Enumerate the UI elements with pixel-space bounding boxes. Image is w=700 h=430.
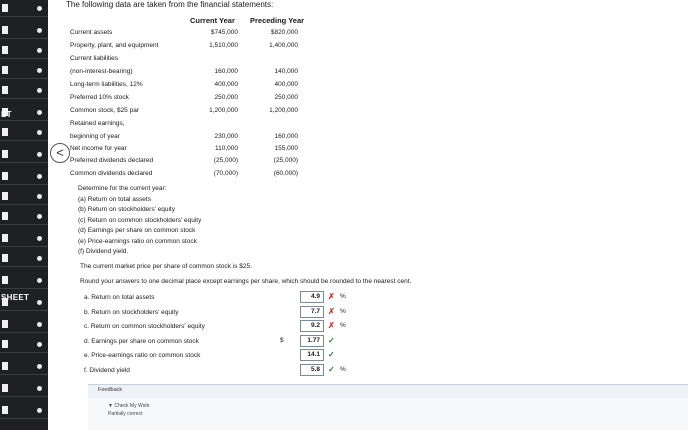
- sidebar-marker-icon: [2, 234, 8, 242]
- financial-row: [70, 120, 310, 132]
- sidebar-marker-icon: [2, 254, 8, 262]
- back-arrow-icon[interactable]: <: [50, 143, 70, 163]
- sidebar-item[interactable]: [0, 22, 48, 39]
- preceding-year-value: 400,000: [274, 81, 298, 88]
- x-icon: ✗: [328, 292, 335, 301]
- check-my-work-link[interactable]: ▼ Check My Work: [108, 403, 150, 409]
- sidebar-item[interactable]: [0, 208, 48, 225]
- sidebar-dot-icon: [37, 88, 42, 93]
- financial-row: [70, 145, 310, 157]
- sidebar-marker-icon: [2, 192, 8, 200]
- partially-correct-text: Partially correct: [108, 411, 143, 417]
- sidebar-marker-icon: [2, 340, 8, 348]
- sidebar-marker-icon: [2, 320, 8, 328]
- current-year-value: 230,000: [214, 133, 238, 140]
- feedback-area: [88, 398, 688, 430]
- sidebar: [0, 0, 48, 430]
- financial-row: [70, 55, 310, 67]
- determine-list: [78, 184, 201, 258]
- answer-row: [84, 320, 364, 334]
- row-label: Long-term liabilities, 12%: [70, 81, 143, 88]
- answer-row: [84, 364, 364, 378]
- check-icon: ✓: [328, 350, 335, 359]
- row-label: Common dividends declared: [70, 170, 153, 177]
- percent-unit: %: [340, 293, 346, 300]
- sidebar-dot-icon: [37, 130, 42, 135]
- sidebar-dot-icon: [37, 322, 42, 327]
- answer-input[interactable]: 5.8: [300, 364, 324, 376]
- sidebar-dot-icon: [37, 110, 42, 115]
- sidebar-tag-sheet: SHEET: [1, 293, 30, 302]
- price-note: The current market price per share of common stock is $25.: [80, 263, 252, 270]
- row-label: Retained earnings,: [70, 120, 125, 127]
- sidebar-item[interactable]: [0, 82, 48, 99]
- financial-row: [70, 107, 310, 119]
- sidebar-marker-icon: [2, 86, 8, 94]
- sidebar-marker-icon: [2, 172, 8, 180]
- sidebar-item[interactable]: [0, 336, 48, 353]
- preceding-year-value: 1,200,000: [269, 107, 298, 114]
- sidebar-item[interactable]: [0, 0, 48, 17]
- sidebar-tag-et: ET: [1, 110, 12, 119]
- sidebar-dot-icon: [37, 152, 42, 157]
- answer-row: [84, 291, 364, 305]
- percent-unit: %: [340, 308, 346, 315]
- sidebar-item[interactable]: [0, 380, 48, 397]
- answer-label: a. Return on total assets: [84, 294, 155, 301]
- financial-row: [70, 29, 310, 41]
- sidebar-dot-icon: [37, 256, 42, 261]
- column-header-current: Current Year: [190, 16, 235, 25]
- sidebar-dot-icon: [37, 28, 42, 33]
- determine-item: (b) Return on stockholders' equity: [78, 206, 175, 213]
- current-year-value: 110,000: [214, 145, 238, 152]
- preceding-year-value: 140,000: [274, 68, 298, 75]
- row-label: Current assets: [70, 29, 113, 36]
- current-year-value: (70,000): [213, 170, 238, 177]
- preceding-year-value: 155,000: [274, 145, 298, 152]
- percent-unit: %: [340, 322, 346, 329]
- sidebar-item[interactable]: [0, 42, 48, 59]
- sidebar-dot-icon: [37, 278, 42, 283]
- problem-intro: The following data are taken from the financial statements:: [66, 0, 274, 9]
- preceding-year-value: 1,400,000: [269, 42, 298, 49]
- current-year-value: $745,000: [210, 29, 238, 36]
- sidebar-item[interactable]: [0, 124, 48, 141]
- current-year-value: 400,000: [214, 81, 238, 88]
- determine-item: (e) Price-earnings ratio on common stock: [78, 237, 197, 245]
- answer-input[interactable]: 7.7: [300, 306, 324, 318]
- dollar-sign: $: [280, 337, 284, 344]
- sidebar-item[interactable]: [0, 272, 48, 289]
- determine-item: Determine for the current year:: [78, 185, 167, 192]
- sidebar-item[interactable]: [0, 230, 48, 247]
- sidebar-marker-icon: [2, 276, 8, 284]
- preceding-year-value: (60,000): [273, 170, 298, 177]
- sidebar-item[interactable]: [0, 316, 48, 333]
- sidebar-marker-icon: [2, 4, 8, 12]
- financial-row: [70, 42, 310, 54]
- column-header-preceding: Preceding Year: [250, 16, 305, 25]
- answer-input[interactable]: 1.77: [300, 335, 324, 347]
- answer-label: d. Earnings per share on common stock: [84, 338, 199, 345]
- sidebar-marker-icon: [2, 66, 8, 74]
- sidebar-item[interactable]: [0, 358, 48, 375]
- x-icon: ✗: [328, 307, 335, 316]
- answer-label: e. Price-earnings ratio on common stock: [84, 352, 201, 359]
- sidebar-marker-icon: [2, 384, 8, 392]
- rounding-instruction: Round your answers to one decimal place except earnings per share, which should be rounded to the nearest cent.: [80, 278, 412, 285]
- answer-row: [84, 306, 364, 320]
- current-year-value: (25,000): [213, 157, 238, 164]
- row-label: Net income for year: [70, 145, 127, 152]
- sidebar-marker-icon: [2, 46, 8, 54]
- row-label: Common stock, $25 par: [70, 107, 140, 114]
- sidebar-dot-icon: [37, 194, 42, 199]
- row-label: Property, plant, and equipment: [70, 42, 159, 49]
- x-icon: ✗: [328, 321, 335, 330]
- answer-input[interactable]: 14.1: [300, 349, 324, 361]
- sidebar-marker-icon: [2, 128, 8, 136]
- sidebar-marker-icon: [2, 362, 8, 370]
- sidebar-dot-icon: [37, 174, 42, 179]
- sidebar-dot-icon: [37, 236, 42, 241]
- sidebar-dot-icon: [37, 6, 42, 11]
- sidebar-dot-icon: [37, 386, 42, 391]
- sidebar-dot-icon: [37, 408, 42, 413]
- row-label: Current liabilities: [70, 55, 119, 62]
- preceding-year-value: $820,000: [270, 29, 298, 36]
- sidebar-marker-icon: [2, 150, 8, 158]
- financial-row: [70, 170, 310, 182]
- sidebar-item[interactable]: [0, 402, 48, 419]
- sidebar-dot-icon: [37, 364, 42, 369]
- feedback-note: [108, 402, 150, 418]
- sidebar-marker-icon: [2, 26, 8, 34]
- sidebar-dot-icon: [37, 342, 42, 347]
- preceding-year-value: 250,000: [274, 94, 298, 101]
- determine-item: (f) Dividend yield.: [78, 248, 129, 255]
- financial-row: [70, 157, 310, 169]
- preceding-year-value: 160,000: [274, 133, 298, 140]
- check-icon: ✓: [328, 365, 335, 374]
- sidebar-item[interactable]: [0, 168, 48, 185]
- row-label: (non-interest-bearing): [70, 68, 133, 75]
- answer-label: f. Dividend yield: [84, 367, 130, 374]
- financial-row: [70, 68, 310, 80]
- financial-row: [70, 133, 310, 145]
- feedback-label: Feedback: [98, 387, 123, 393]
- answer-input[interactable]: 4.9: [300, 291, 324, 303]
- sidebar-dot-icon: [37, 68, 42, 73]
- sidebar-dot-icon: [37, 48, 42, 53]
- current-year-value: 250,000: [214, 94, 238, 101]
- answer-input[interactable]: 9.2: [300, 320, 324, 332]
- answer-label: c. Return on common stockholders' equity: [84, 323, 205, 330]
- sidebar-item[interactable]: [0, 62, 48, 79]
- answer-label: b. Return on stockholders' equity: [84, 309, 179, 316]
- determine-item: (d) Earnings per share on common stock: [78, 227, 196, 234]
- current-year-value: 1,200,000: [209, 107, 238, 114]
- answer-row: [84, 335, 364, 349]
- percent-unit: %: [340, 366, 346, 373]
- determine-item: (a) Return on total assets: [78, 195, 151, 203]
- sidebar-dot-icon: [37, 300, 42, 305]
- current-year-value: 1,510,000: [209, 42, 238, 49]
- financial-row: [70, 94, 310, 106]
- check-icon: ✓: [328, 336, 335, 345]
- sidebar-item[interactable]: [0, 188, 48, 205]
- feedback-bar[interactable]: [88, 384, 688, 398]
- preceding-year-value: (25,000): [273, 157, 298, 164]
- sidebar-marker-icon: [2, 212, 8, 220]
- determine-item: (c) Return on common stockholders' equity: [78, 216, 202, 224]
- financial-row: [70, 81, 310, 93]
- row-label: Preferred 10% stock: [70, 94, 129, 101]
- current-year-value: 160,000: [214, 68, 238, 75]
- row-label: beginning of year: [70, 133, 120, 140]
- sidebar-item[interactable]: [0, 250, 48, 267]
- sidebar-marker-icon: [2, 406, 8, 414]
- sidebar-item[interactable]: [0, 146, 48, 163]
- answer-row: [84, 349, 364, 363]
- row-label: Preferred dividends declared: [70, 157, 154, 164]
- sidebar-dot-icon: [37, 214, 42, 219]
